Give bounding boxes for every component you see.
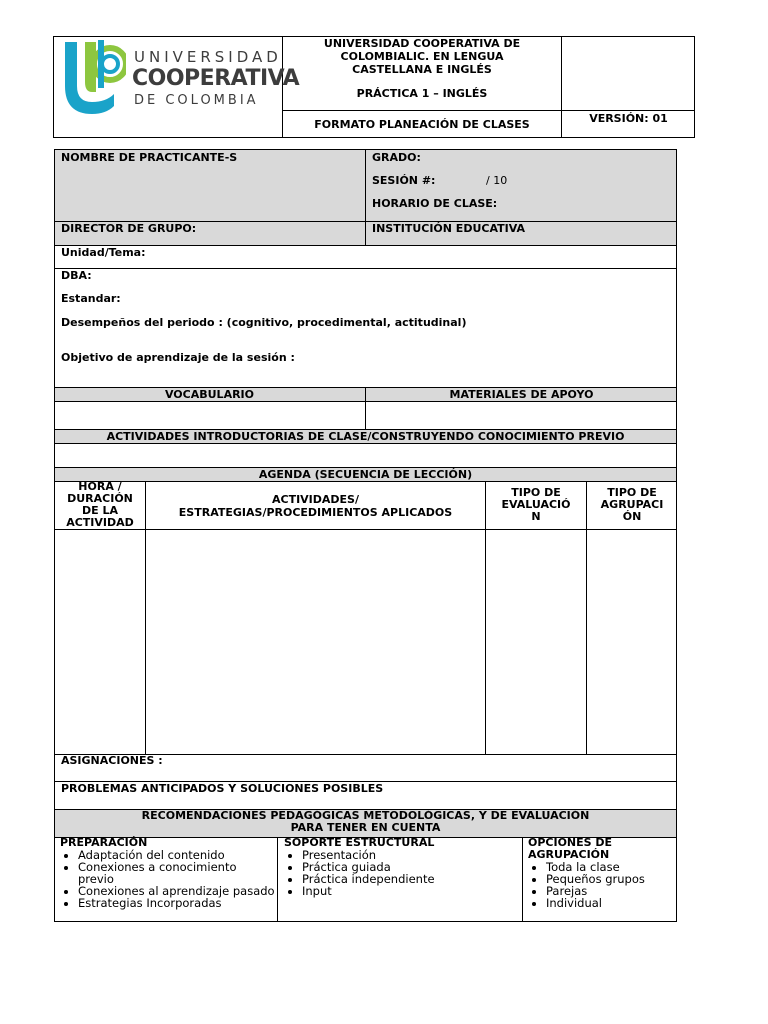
rec-div-1	[277, 837, 278, 922]
problemas-label: PROBLEMAS ANTICIPADOS Y SOLUCIONES POSIBLES	[61, 782, 384, 795]
header-practice: PRÁCTICA 1 – INGLÉS	[356, 87, 488, 100]
agenda-header-bottom	[54, 529, 677, 530]
desempenos-label: Desempeños del periodo : (cognitivo, procedimental, actitudinal)	[61, 316, 467, 329]
list-item: • Parejas	[546, 885, 676, 897]
header-format: FORMATO PLANEACIÓN DE CLASES	[314, 118, 530, 131]
logo-line-3: DE COLOMBIA	[134, 93, 259, 108]
sesion-total: / 10	[486, 174, 508, 187]
agenda-col-div-1	[145, 481, 146, 755]
grado-label: GRADO:	[372, 151, 421, 164]
estandar-label: Estandar:	[61, 292, 121, 305]
vocab-divider-overlay	[365, 401, 366, 430]
logo-line-1: UNIVERSIDAD	[134, 48, 282, 66]
row-unidad	[54, 245, 677, 269]
header-divider-h	[282, 110, 695, 111]
list-item: • Pequeños grupos	[546, 873, 676, 885]
horario-label: HORARIO DE CLASE:	[372, 197, 498, 210]
preparacion-list	[56, 849, 276, 909]
rec-soporte	[280, 837, 520, 897]
dba-label: DBA:	[61, 269, 92, 282]
list-item: • Práctica independiente	[302, 873, 520, 885]
list-item: • Individual	[546, 897, 676, 909]
agenda-col-agrupacion: TIPO DE AGRUPACI ÓN	[600, 486, 664, 523]
preparacion-title: PREPARACIÓN	[60, 836, 148, 849]
list-item: • Toda la clase	[546, 861, 676, 873]
vocabulario-header: VOCABULARIO	[164, 388, 254, 401]
agenda-col-actividades: ACTIVIDADES/ ESTRATEGIAS/PROCEDIMIENTOS APLICADOS	[178, 493, 453, 519]
recomendaciones-header: RECOMENDACIONES PEDAGÓGICAS METODOLÓGICAS, Y DE EVALUACIÓN PARA TENER EN CUENTA	[141, 809, 590, 834]
actividades-intro-header: ACTIVIDADES INTRODUCTORIAS DE CLASE/CONSTRUYENDO CONOCIMIENTO PREVIO	[106, 430, 625, 443]
sesion-label: SESIÓN #:	[372, 174, 436, 187]
list-item: • Input	[302, 885, 520, 897]
agenda-col-hora: HORA / DURACIÓN DE LA ACTIVIDAD	[66, 480, 134, 529]
unidad-label: Unidad/Tema:	[61, 246, 146, 259]
practicante-label: NOMBRE DE PRACTICANTE-S	[61, 151, 238, 164]
list-item: • Práctica guiada	[302, 861, 520, 873]
institucion-label: INSTITUCIÓN EDUCATIVA	[372, 222, 525, 235]
list-item: • Adaptación del contenido	[78, 849, 276, 861]
materiales-header: MATERIALES DE APOYO	[449, 388, 594, 401]
opciones-list	[524, 861, 676, 909]
asignaciones-label: ASIGNACIONES :	[61, 754, 163, 767]
logo-line-2: COOPERATIVA	[132, 66, 300, 91]
header-title: UNIVERSIDAD COOPERATIVA DE COLOMBIALIC. EN LENGUA CASTELLANA E INGLÉS	[323, 37, 521, 76]
logo-emblem-icon	[62, 40, 126, 118]
objetivo-label: Objetivo de aprendizaje de la sesión :	[61, 351, 295, 364]
header-version: VERSIÓN: 01	[589, 112, 668, 125]
list-item: • Conexiones al aprendizaje pasado	[78, 885, 276, 897]
list-item: • Estrategias Incorporadas	[78, 897, 276, 909]
rec-opciones	[524, 837, 676, 909]
divider-director	[365, 221, 366, 246]
rec-div-2	[522, 837, 523, 922]
row-actividades-intro-body	[54, 443, 677, 468]
list-item: • Presentación	[302, 849, 520, 861]
soporte-title: SOPORTE ESTRUCTURAL	[284, 836, 435, 849]
agenda-header: AGENDA (SECUENCIA DE LECCIÓN)	[258, 468, 473, 481]
list-item: • Conexiones a conocimiento previo	[78, 861, 276, 885]
university-logo	[62, 40, 300, 118]
director-label: DIRECTOR DE GRUPO:	[61, 222, 197, 235]
rec-preparacion	[56, 837, 276, 909]
opciones-title: OPCIONES DE AGRUPACIÓN	[528, 836, 613, 861]
agenda-col-evaluacion: TIPO DE EVALUACIÓ N	[501, 486, 571, 523]
soporte-list	[280, 849, 520, 897]
